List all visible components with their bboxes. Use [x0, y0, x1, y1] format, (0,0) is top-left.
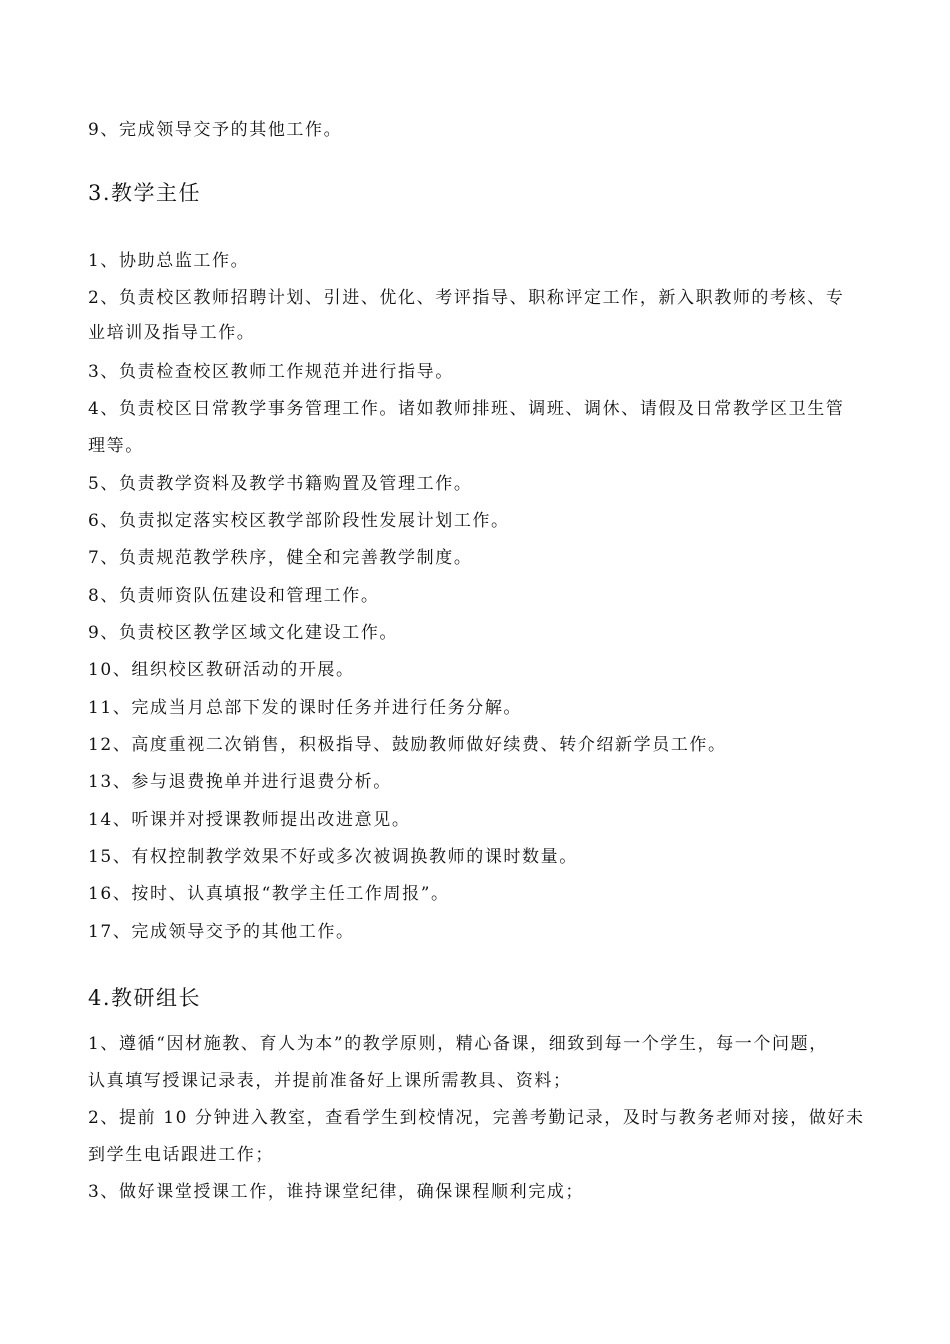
section3-item-11: 11、完成当月总部下发的课时任务并进行任务分解。: [88, 698, 523, 718]
section3-item-13: 13、参与退费挽单并进行退费分析。: [88, 772, 392, 792]
section3-item-6: 6、负责拟定落实校区教学部阶段性发展计划工作。: [88, 511, 510, 531]
section4-item-1: 1、遵循“因材施教、育人为本”的教学原则，精心备课，细致到每一个学生，每一个问题，: [88, 1034, 828, 1054]
section3-item-4: 4、负责校区日常教学事务管理工作。诸如教师排班、调班、调休、请假及日常教学区卫生管: [88, 399, 845, 419]
section3-item-2: 2、负责校区教师招聘计划、引进、优化、考评指导、职称评定工作，新入职教师的考核、专: [88, 288, 845, 308]
section3-item-7: 7、负责规范教学秩序，健全和完善教学制度。: [88, 548, 473, 568]
section3-item-4-cont: 理等。: [88, 436, 144, 456]
section3-item-2-cont: 业培训及指导工作。: [88, 323, 256, 343]
section4-item-2: 2、提前 10 分钟进入教室，查看学生到校情况，完善考勤记录，及时与教务老师对接，做好未: [88, 1108, 865, 1128]
section3-item-14: 14、听课并对授课教师提出改进意见。: [88, 810, 411, 830]
section4-heading: 4.教研组长: [88, 986, 202, 1010]
section3-item-15: 15、有权控制教学效果不好或多次被调换教师的课时数量。: [88, 847, 578, 867]
section4-item-1-cont: 认真填写授课记录表，并提前准备好上课所需教具、资料；: [88, 1071, 572, 1091]
section3-heading: 3.教学主任: [88, 181, 202, 205]
section3-item-12: 12、高度重视二次销售，积极指导、鼓励教师做好续费、转介绍新学员工作。: [88, 735, 727, 755]
section3-item-8: 8、负责师资队伍建设和管理工作。: [88, 586, 380, 606]
section3-item-1: 1、协助总监工作。: [88, 251, 250, 271]
section2-item-9: 9、完成领导交予的其他工作。: [88, 120, 343, 140]
section3-item-3: 3、负责检查校区教师工作规范并进行指导。: [88, 362, 454, 382]
section3-item-16: 16、按时、认真填报“教学主任工作周报”。: [88, 884, 450, 904]
section3-item-5: 5、负责教学资料及教学书籍购置及管理工作。: [88, 474, 473, 494]
section4-item-2-cont: 到学生电话跟进工作；: [88, 1145, 274, 1165]
section3-item-17: 17、完成领导交予的其他工作。: [88, 922, 355, 942]
section3-item-10: 10、组织校区教研活动的开展。: [88, 660, 355, 680]
section4-item-3: 3、做好课堂授课工作，谁持课堂纪律，确保课程顺利完成；: [88, 1182, 585, 1202]
section3-item-9: 9、负责校区教学区域文化建设工作。: [88, 623, 399, 643]
